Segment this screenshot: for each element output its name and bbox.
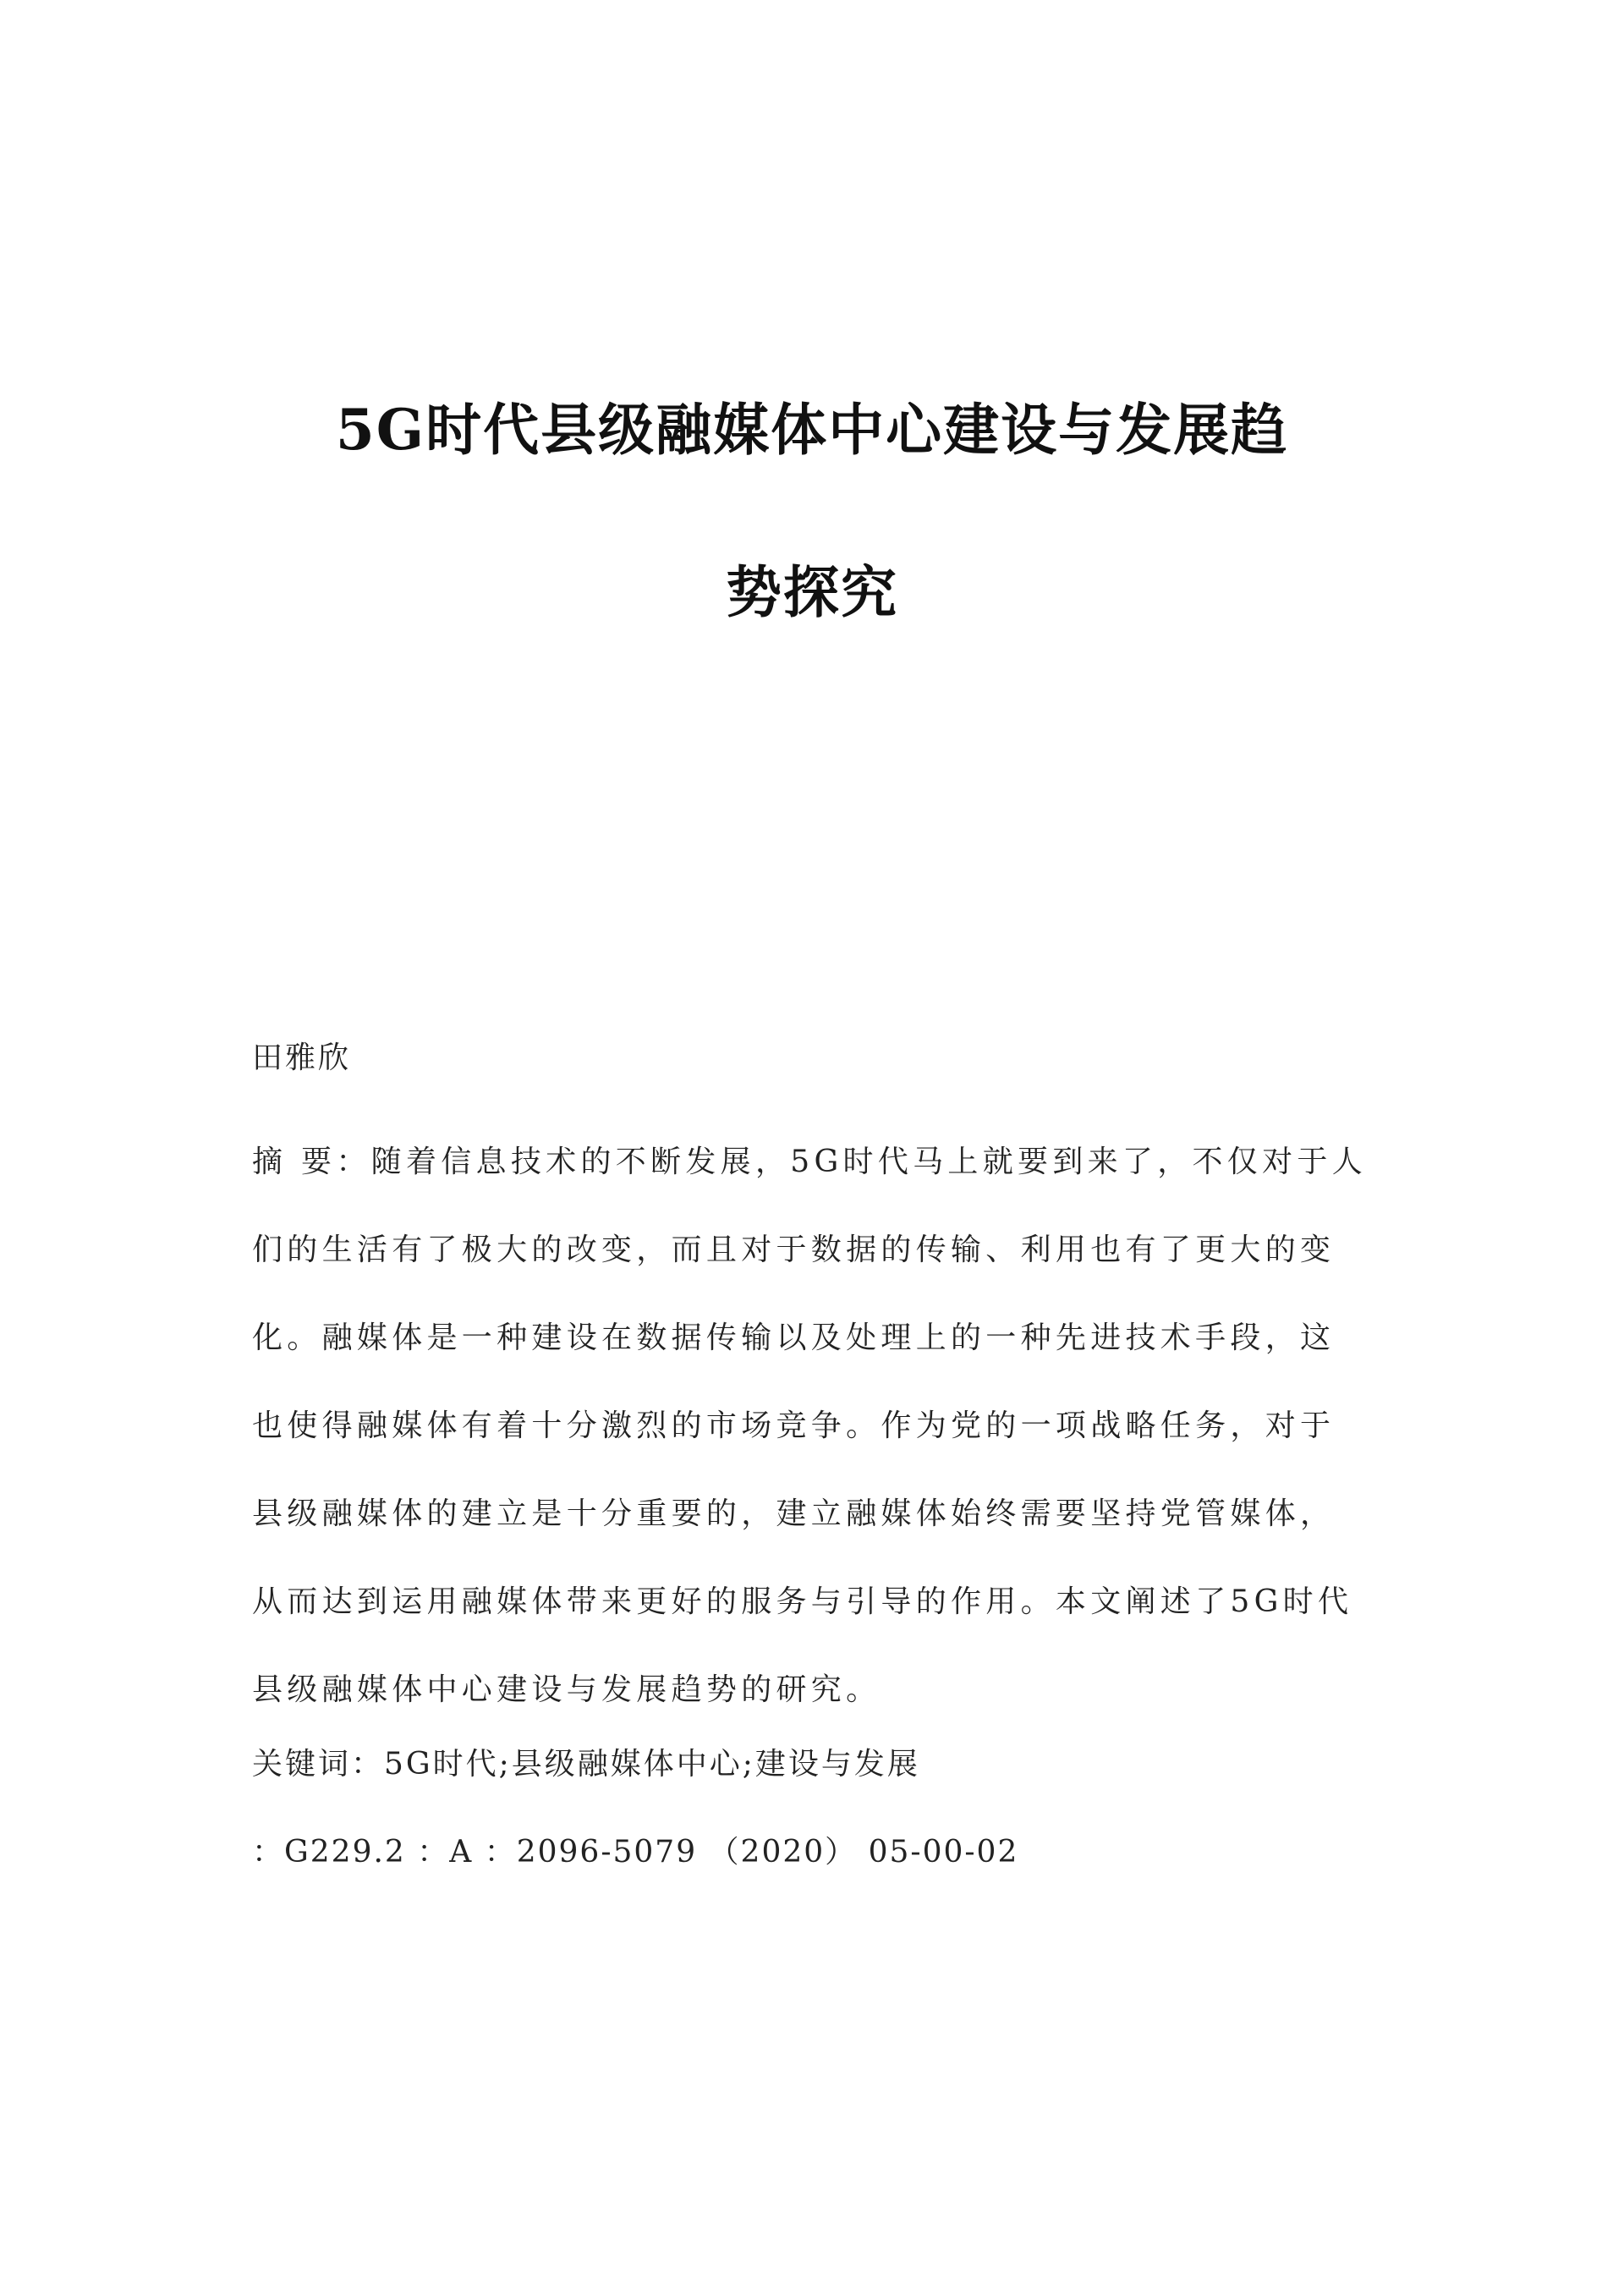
classification-line: ：G229.2 ：A ：2096-5079 （2020） 05-00-02: [252, 1835, 1019, 1869]
paper-title-line-2: 势探究: [726, 559, 898, 625]
abstract-label: 摘 要：: [252, 1145, 371, 1179]
keywords-label: 关键词：: [252, 1747, 385, 1782]
abstract: [252, 1118, 1369, 1734]
paper-title-line-1: 5G时代县级融媒体中心建设与发展趋: [335, 397, 1289, 463]
keywords: [252, 1743, 920, 1787]
keywords-text: 5G时代;县级融媒体中心;建设与发展: [384, 1747, 920, 1782]
author-name: 田雅欣: [252, 1040, 352, 1075]
abstract-text: 随着信息技术的不断发展，5G时代马上就要到来了，不仅对于人们的生活有了极大的改变，而且对于数据的传输、利用也有了更大的变化。融媒体是一种建设在数据传输以及处理上的一种先进技术手段，这也使得融媒体有着十分激烈的市场竞争。作为党的一项战略任务，对于县级融媒体的建立是十分重要的，建立融媒体始终需要坚持党管媒体，从而达到运用融媒体带来更好的服务与引导的作用。本文阐述了5G时代县级融媒体中心建设与发展趋势的研究。: [252, 1145, 1368, 1707]
